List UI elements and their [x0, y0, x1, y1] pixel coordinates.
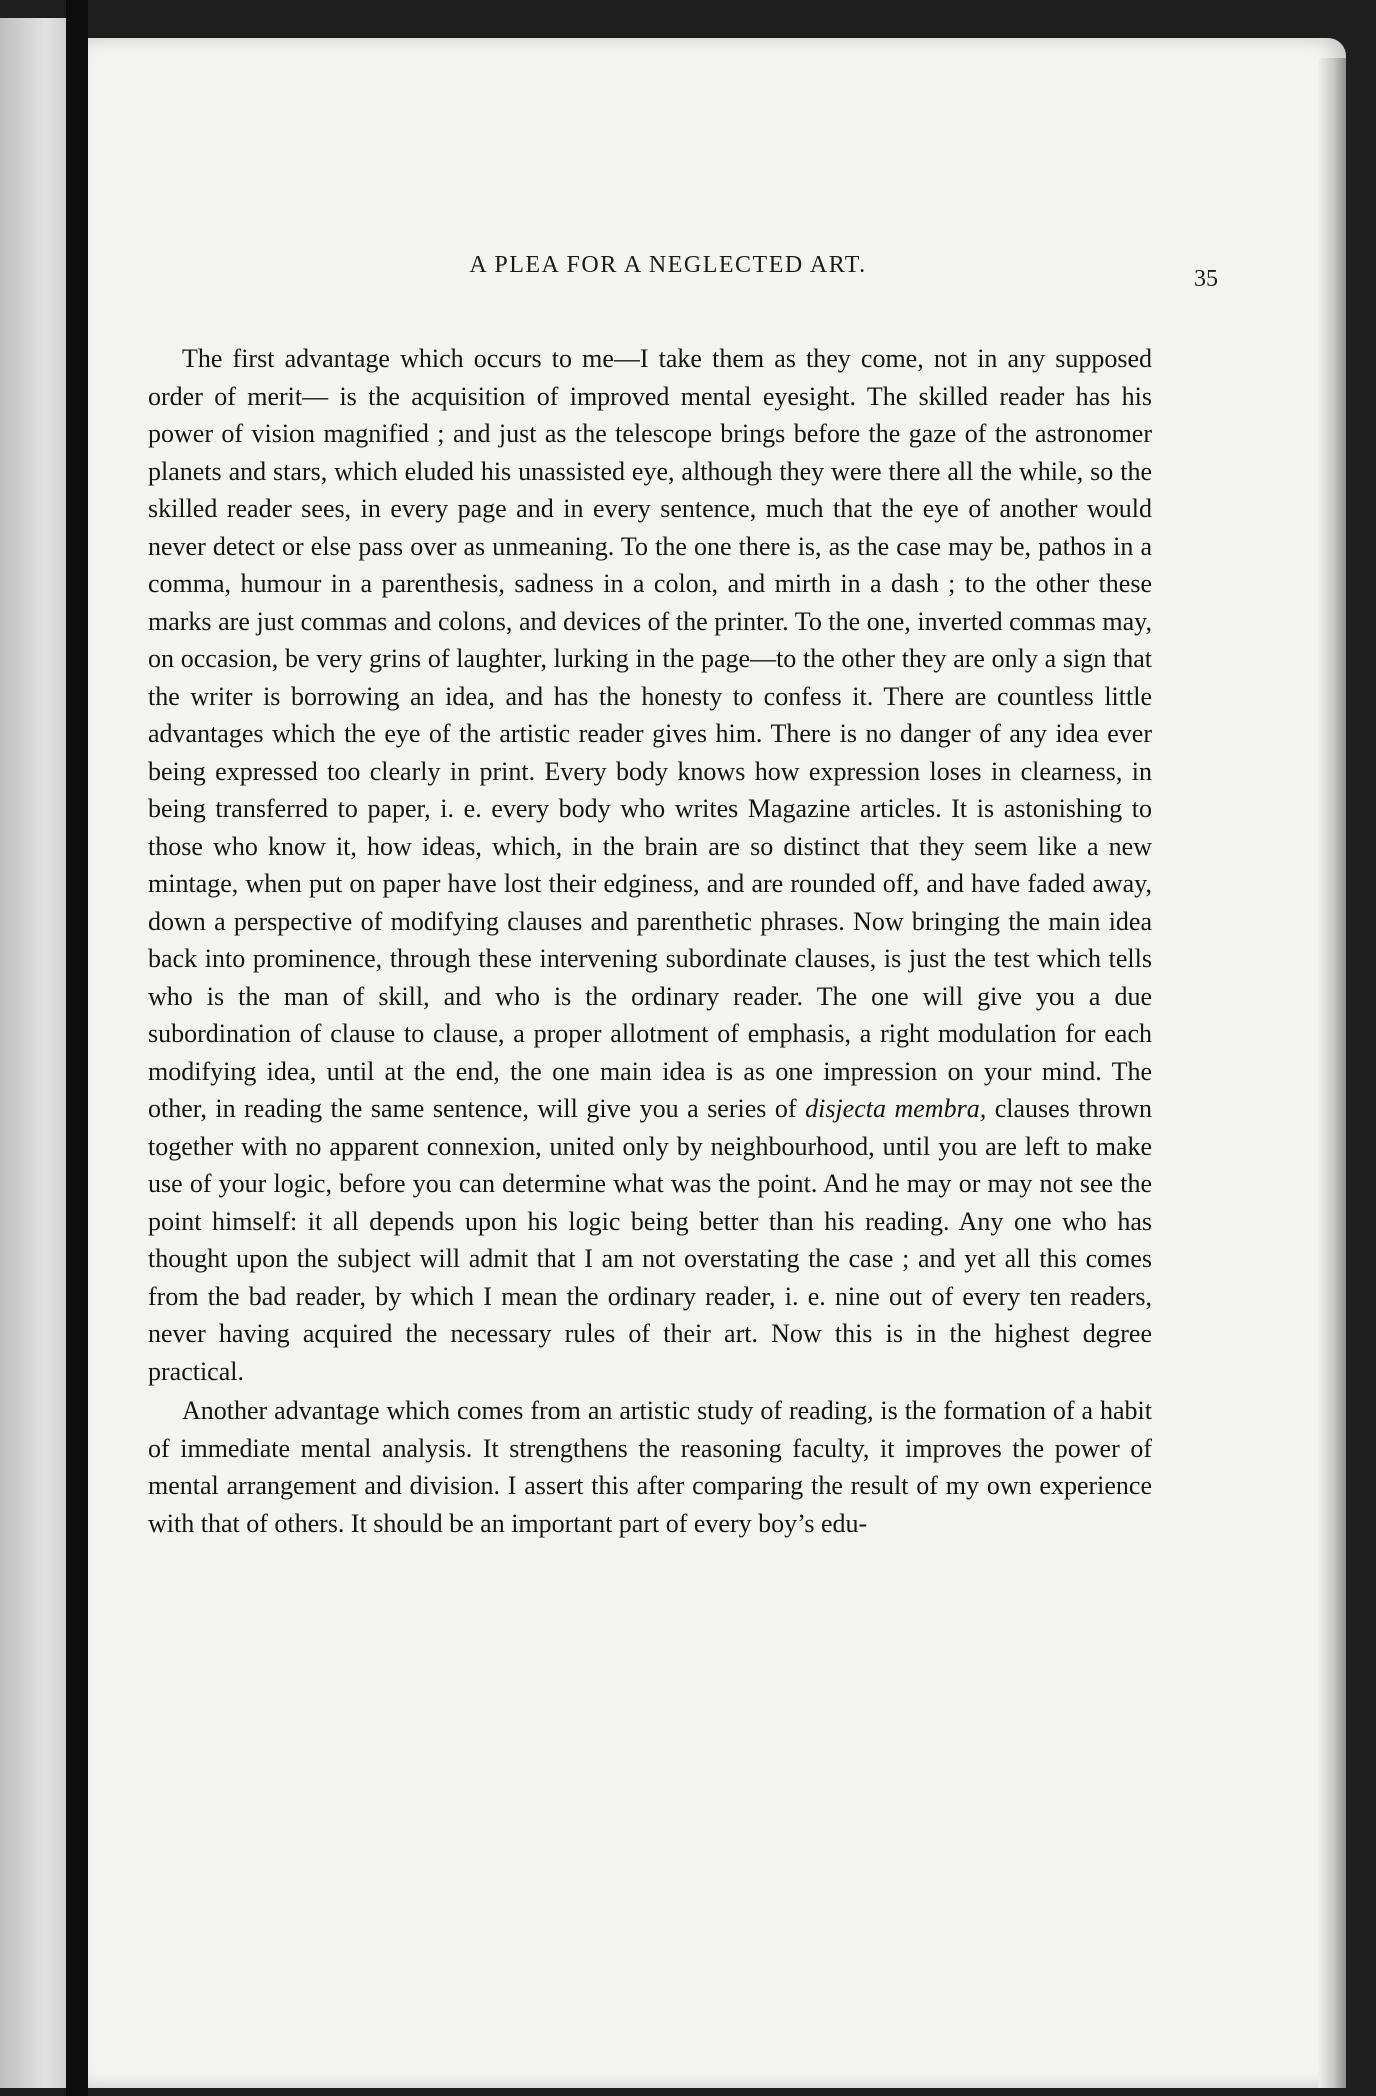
previous-page-edge [0, 18, 66, 2088]
paragraph-1-text-a: The first advantage which occurs to me—I take them as they come, not in any supposed order of merit— is the acquisition of improved mental eyesight. The skilled reader has his power of vision magnified ; and just as the telescope brings before the gaze of the astronomer planets and stars, which eluded his unassisted eye, although they were there all the while, so the skilled reader sees, in every page and in every sentence, much that the eye of another would never detect or else pass over as unmeaning. To the one there is, as the case may be, pathos in a comma, humour in a parenthesis, sadness in a colon, and mirth in a dash ; to the other these marks are just commas and colons, and devices of the printer. To the one, inverted commas may, on occasion, be very grins of laughter, lurking in the page—to the other they are only a sign that the writer is borrowing an idea, and has the honesty to confess it. There are countless little advantages which the eye of the artistic reader gives him. There is no danger of any idea ever being expressed too clearly in print. Every body knows how expression loses in clearness, in being transferred to paper, i. e. every body who writes Magazine articles. It is astonishing to those who know it, how ideas, which, in the brain are so distinct that they seem like a new mintage, when put on paper have lost their edginess, and are rounded off, and have faded away, down a perspective of modifying clauses and parenthetic phrases. Now bringing the main idea back into prominence, through these intervening subordinate clauses, is just the test which tells who is the man of skill, and who is the ordinary reader. The one will give you a due subordination of clause to clause, a proper allotment of emphasis, a right modulation for each modifying idea, until at the end, the one main idea is as one impression on your mind. The other, in reading the same sentence, will give you a series of [148, 344, 1152, 1123]
paragraph-1-text-b: clauses thrown together with no apparent connexion, united only by neighbourhood, until you are left to make use of your logic, before you can determine what was the point. And he may or may not see the point himself: it all depends upon his logic being better than his reading. Any one who has thought upon the subject will admit that I am not overstating the case ; and yet all this comes from the bad reader, by which I mean the ordinary reader, i. e. nine out of every ten readers, never having acquired the necessary rules of their art. Now this is in the highest degree practical. [148, 1094, 1152, 1386]
running-title: A PLEA FOR A NEGLECTED ART. [469, 252, 867, 278]
page-fore-edge [1318, 58, 1346, 2088]
paragraph-2: Another advantage which comes from an artistic study of reading, is the formation of a habit of immediate mental analysis. It strengthens the reasoning faculty, it improves the power of mental arrangement and division. I assert this after comparing the result of my own experience with that of others. It should be an important part of every boy’s edu- [148, 1396, 1152, 1538]
paragraph-1-italic-phrase: disjecta membra, [805, 1094, 987, 1123]
paragraph-1 [148, 340, 1152, 1390]
book-gutter [66, 0, 88, 2096]
book-page [88, 38, 1346, 2088]
body-text [148, 340, 1152, 1542]
page-number: 35 [1194, 266, 1218, 292]
